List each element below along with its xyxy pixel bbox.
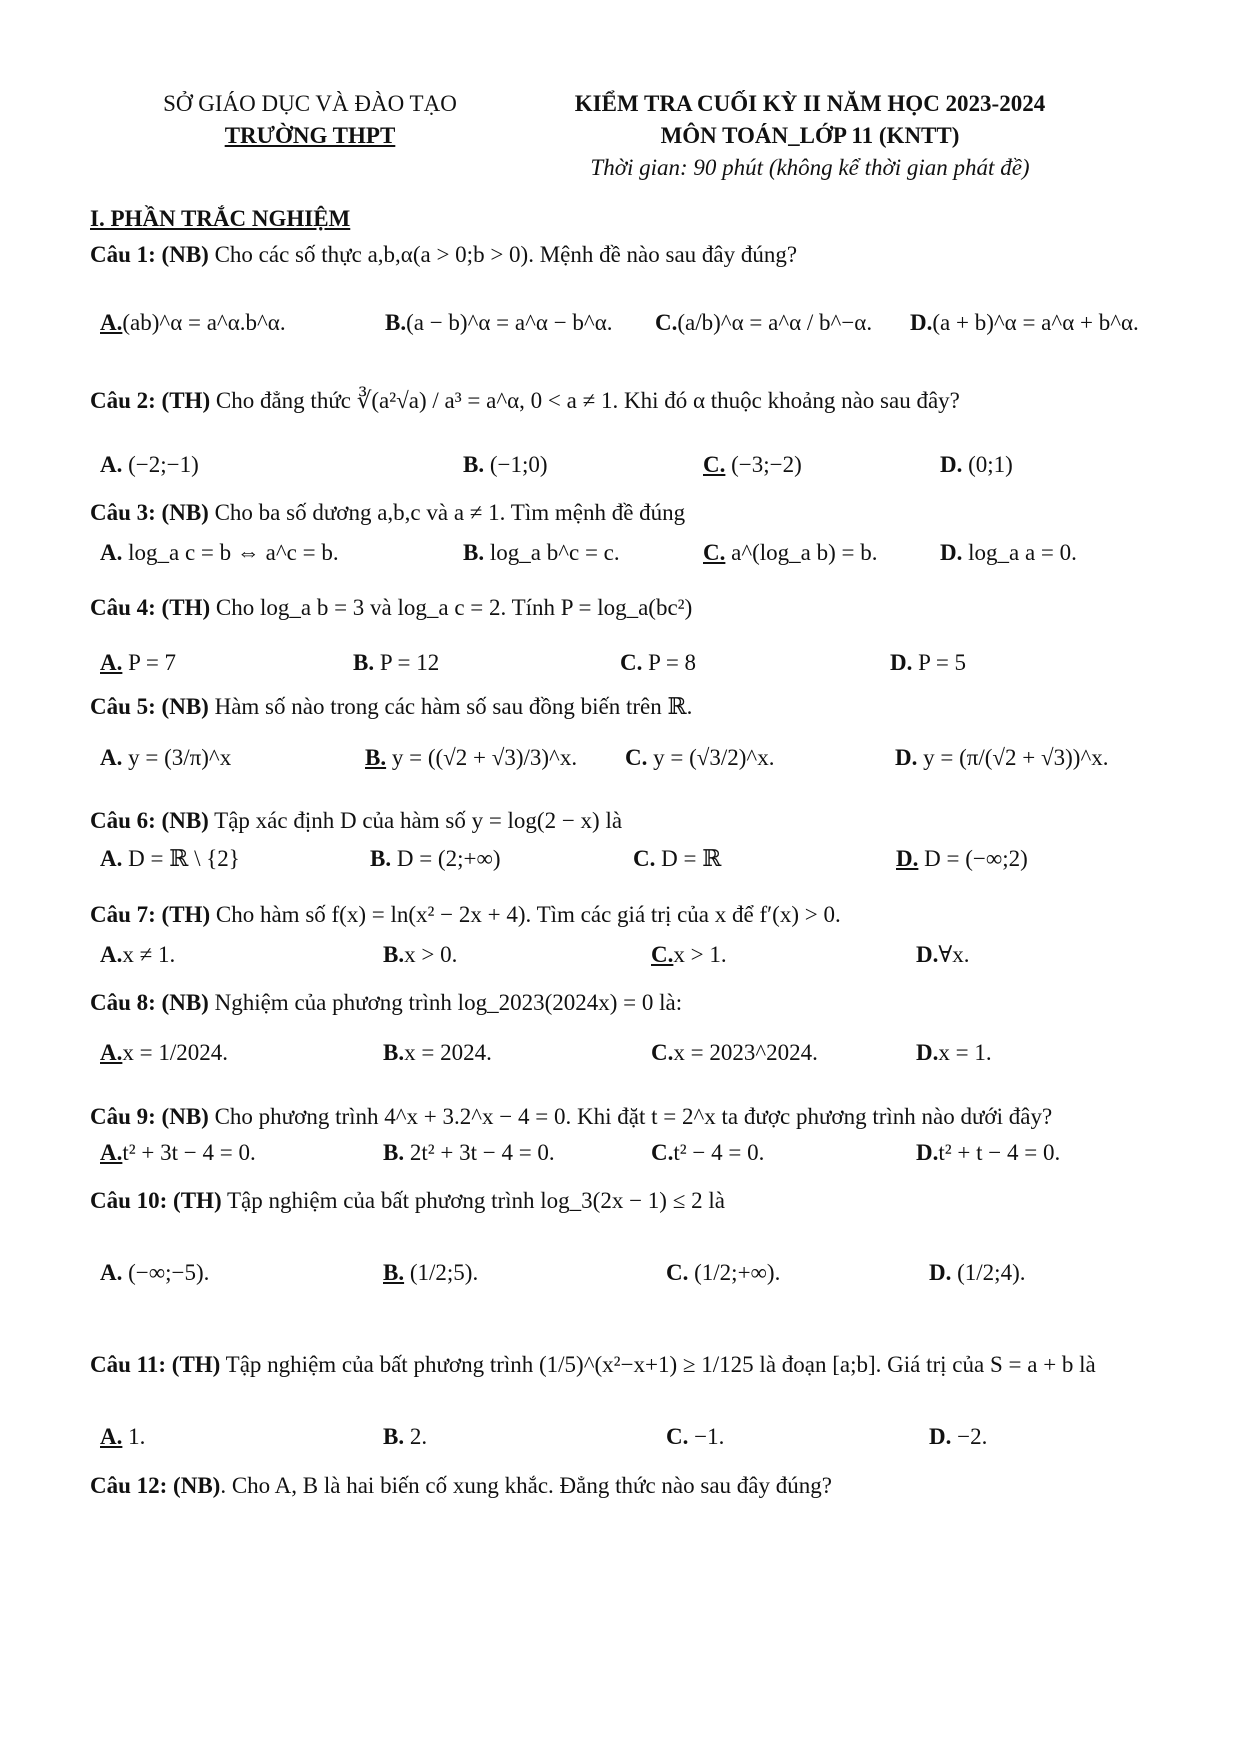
question-7: Câu 7: (TH) Cho hàm số f(x) = ln(x² − 2x + 4). Tìm các giá trị của x để f′(x) > 0. xyxy=(90,902,841,927)
q1-option-c[interactable]: C.(a/b)^α = a^α / b^−α. xyxy=(655,310,873,335)
question-11: Câu 11: (TH) Tập nghiệm của bất phương trình (1/5)^(x²−x+1) ≥ 1/125 là đoạn [a;b]. Giá trị của S = a + b là xyxy=(90,1352,1096,1377)
q5-option-b[interactable]: B. y = ((√2 + √3)/3)^x. xyxy=(365,745,578,770)
question-2: Câu 2: (TH) Cho đẳng thức ∛(a²√a) / a³ = a^α, 0 < a ≠ 1. Khi đó α thuộc khoảng nào sau đây? xyxy=(90,388,960,413)
q1-option-d[interactable]: D.(a + b)^α = a^α + b^α. xyxy=(910,310,1139,335)
q11-option-d[interactable]: D. −2. xyxy=(929,1424,988,1449)
question-5: Câu 5: (NB) Hàm số nào trong các hàm số sau đồng biến trên ℝ. xyxy=(90,694,693,719)
q5-option-c[interactable]: C. y = (√3/2)^x. xyxy=(625,745,775,770)
q10-option-b[interactable]: B. (1/2;5). xyxy=(383,1260,479,1285)
q1-option-a[interactable]: A.(ab)^α = a^α.b^α. xyxy=(100,310,286,335)
section-title: I. PHẦN TRẮC NGHIỆM xyxy=(90,206,351,231)
exam-title: KIỂM TRA CUỐI KỲ II NĂM HỌC 2023-2024 xyxy=(574,91,1046,116)
q7-option-d[interactable]: D.∀x. xyxy=(916,942,970,967)
q1-option-b[interactable]: B.(a − b)^α = a^α − b^α. xyxy=(385,310,613,335)
dept-name: SỞ GIÁO DỤC VÀ ĐÀO TẠO xyxy=(163,91,457,116)
q9-option-a[interactable]: A.t² + 3t − 4 = 0. xyxy=(100,1140,256,1165)
q3-option-b[interactable]: B. log_a b^c = c. xyxy=(463,540,620,565)
q8-option-b[interactable]: B.x = 2024. xyxy=(383,1040,492,1065)
question-4: Câu 4: (TH) Cho log_a b = 3 và log_a c = 2. Tính P = log_a(bc²) xyxy=(90,595,693,620)
q6-option-a[interactable]: A. D = ℝ \ {2} xyxy=(100,846,240,871)
question-1: Câu 1: (NB) Cho các số thực a,b,α(a > 0;b > 0). Mệnh đề nào sau đây đúng? xyxy=(90,242,798,267)
school-name: TRƯỜNG THPT xyxy=(224,123,396,148)
q6-option-c[interactable]: C. D = ℝ xyxy=(633,846,722,871)
q9-option-b[interactable]: B. 2t² + 3t − 4 = 0. xyxy=(383,1140,555,1165)
q2-option-d[interactable]: D. (0;1) xyxy=(940,452,1013,477)
q4-option-a[interactable]: A. P = 7 xyxy=(100,650,177,675)
q2-option-b[interactable]: B. (−1;0) xyxy=(463,452,548,477)
q7-option-a[interactable]: A.x ≠ 1. xyxy=(100,942,176,967)
exam-time: Thời gian: 90 phút (không kể thời gian phát đề) xyxy=(590,155,1030,180)
q3-option-c[interactable]: C. a^(log_a b) = b. xyxy=(703,540,878,565)
q10-option-a[interactable]: A. (−∞;−5). xyxy=(100,1260,210,1285)
q4-option-b[interactable]: B. P = 12 xyxy=(353,650,440,675)
q2-option-a[interactable]: A. (−2;−1) xyxy=(100,452,199,477)
q3-option-a[interactable]: A. log_a c = b ⇔ a^c = b. xyxy=(100,540,339,565)
question-3: Câu 3: (NB) Cho ba số dương a,b,c và a ≠ 1. Tìm mệnh đề đúng xyxy=(90,500,686,525)
q11-option-b[interactable]: B. 2. xyxy=(383,1424,428,1449)
subject-title: MÔN TOÁN_LỚP 11 (KNTT) xyxy=(660,123,960,148)
header-right xyxy=(540,88,1080,184)
header-left xyxy=(130,88,490,152)
q3-option-d[interactable]: D. log_a a = 0. xyxy=(940,540,1077,565)
question-10: Câu 10: (TH) Tập nghiệm của bất phương trình log_3(2x − 1) ≤ 2 là xyxy=(90,1188,725,1213)
q4-option-d[interactable]: D. P = 5 xyxy=(890,650,967,675)
q5-option-d[interactable]: D. y = (π/(√2 + √3))^x. xyxy=(895,745,1109,770)
question-8: Câu 8: (NB) Nghiệm của phương trình log_2023(2024x) = 0 là: xyxy=(90,990,683,1015)
q10-option-c[interactable]: C. (1/2;+∞). xyxy=(666,1260,781,1285)
q8-option-a[interactable]: A.x = 1/2024. xyxy=(100,1040,228,1065)
q6-option-b[interactable]: B. D = (2;+∞) xyxy=(370,846,501,871)
q6-option-d[interactable]: D. D = (−∞;2) xyxy=(896,846,1028,871)
q7-option-b[interactable]: B.x > 0. xyxy=(383,942,458,967)
question-6: Câu 6: (NB) Tập xác định D của hàm số y = log(2 − x) là xyxy=(90,808,623,833)
q2-option-c[interactable]: C. (−3;−2) xyxy=(703,452,802,477)
q8-option-c[interactable]: C.x = 2023^2024. xyxy=(651,1040,818,1065)
q10-option-d[interactable]: D. (1/2;4). xyxy=(929,1260,1026,1285)
q4-option-c[interactable]: C. P = 8 xyxy=(620,650,697,675)
q11-option-a[interactable]: A. 1. xyxy=(100,1424,146,1449)
question-12: Câu 12: (NB). Cho A, B là hai biến cố xung khắc. Đẳng thức nào sau đây đúng? xyxy=(90,1473,832,1498)
q9-option-d[interactable]: D.t² + t − 4 = 0. xyxy=(916,1140,1061,1165)
q7-option-c[interactable]: C.x > 1. xyxy=(651,942,727,967)
q8-option-d[interactable]: D.x = 1. xyxy=(916,1040,992,1065)
q5-option-a[interactable]: A. y = (3/π)^x xyxy=(100,745,232,770)
q11-option-c[interactable]: C. −1. xyxy=(666,1424,725,1449)
question-9: Câu 9: (NB) Cho phương trình 4^x + 3.2^x − 4 = 0. Khi đặt t = 2^x ta được phương trình nào dưới đây? xyxy=(90,1104,1053,1129)
q9-option-c[interactable]: C.t² − 4 = 0. xyxy=(651,1140,765,1165)
